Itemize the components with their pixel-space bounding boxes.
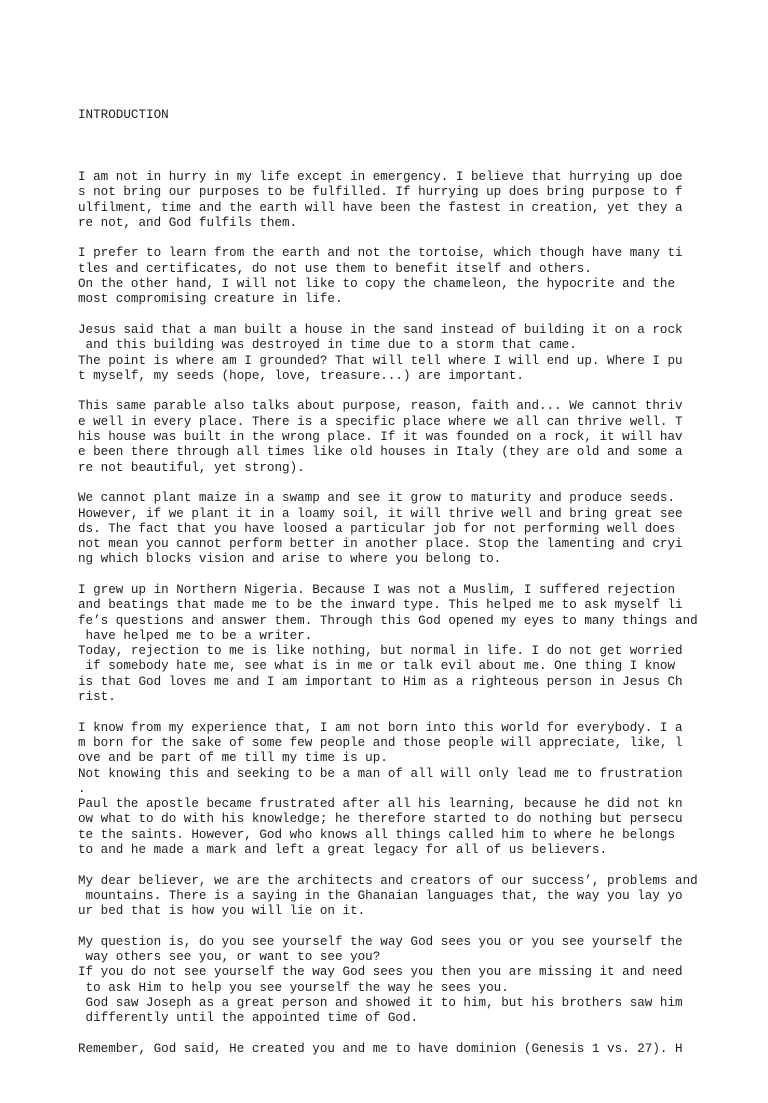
text-line: On the other hand, I will not like to copy the chameleon, the hypocrite and the (78, 277, 676, 292)
text-line: We cannot plant maize in a swamp and see it grow to maturity and produce seeds. (78, 491, 676, 506)
document-heading: INTRODUCTION (78, 107, 169, 122)
text-line: fe’s questions and answer them. Through this God opened my eyes to many things and (78, 613, 698, 628)
text-line: I know from my experience that, I am not born into this world for everybody. I a (78, 720, 683, 735)
text-line: t myself, my seeds (hope, love, treasure...) are important. (78, 368, 524, 383)
text-line: . (78, 781, 86, 796)
text-line: ng which blocks vision and arise to where you belong to. (78, 552, 502, 567)
text-line: to ask Him to help you see yourself the way he sees you. (78, 980, 509, 995)
text-line: m born for the sake of some few people and those people will appreciate, like, l (78, 735, 683, 750)
text-line: and beatings that made me to be the inward type. This helped me to ask myself li (78, 598, 683, 613)
text-line: ove and be part of me till my time is up. (78, 751, 388, 766)
text-line: If you do not see yourself the way God sees you then you are missing it and need (78, 965, 683, 980)
text-line: tles and certificates, do not use them to benefit itself and others. (78, 261, 592, 276)
text-line: if somebody hate me, see what is in me or talk evil about me. One thing I know (78, 659, 676, 674)
text-line: mountains. There is a saying in the Ghanaian languages that, the way you lay yo (78, 888, 683, 903)
text-line: My question is, do you see yourself the way God sees you or you see yourself the (78, 934, 683, 949)
paragraph (78, 246, 768, 307)
text-line: and this building was destroyed in time due to a storm that came. (78, 338, 577, 353)
text-line: However, if we plant it in a loamy soil, it will thrive well and bring great see (78, 506, 683, 521)
text-line: I grew up in Northern Nigeria. Because I was not a Muslim, I suffered rejection (78, 583, 676, 597)
text-line: to and he made a mark and left a great legacy for all of us believers. (78, 843, 608, 858)
text-line: Paul the apostle became frustrated after all his learning, because he did not kn (78, 797, 683, 812)
text-line: God saw Joseph as a great person and showed it to him, but his brothers saw him (78, 996, 683, 1011)
text-line: not mean you cannot perform better in another place. Stop the lamenting and cryi (78, 537, 683, 552)
text-line: Today, rejection to me is like nothing, but normal in life. I do not get worried (78, 644, 683, 659)
text-line: ur bed that is how you will lie on it. (78, 904, 366, 919)
text-line: ds. The fact that you have loosed a particular job for not performing well does (78, 521, 676, 536)
text-line: most compromising creature in life. (78, 292, 343, 307)
text-line: his house was built in the wrong place. If it was founded on a rock, it will hav (78, 430, 683, 445)
text-line: ulfilment, time and the earth will have been the fastest in creation, yet they a (78, 200, 683, 215)
paragraph-list (78, 170, 768, 1057)
text-line: s not bring our purposes to be fulfilled. If hurrying up does bring purpose to f (78, 185, 683, 200)
paragraph (78, 874, 768, 920)
paragraph (78, 170, 768, 231)
text-line: way others see you, or want to see you? (78, 950, 381, 965)
text-line: is that God loves me and I am important to Him as a righteous person in Jesus Ch (78, 674, 683, 689)
text-line: Jesus said that a man built a house in the sand instead of building it on a rock (78, 322, 683, 337)
text-line: I am not in hurry in my life except in emergency. I believe that hurrying up doe (78, 169, 683, 184)
text-line: re not beautiful, yet strong). (78, 460, 305, 475)
text-line: Not knowing this and seeking to be a man of all will only lead me to frustration (78, 766, 683, 781)
text-line: have helped me to be a writer. (78, 628, 313, 643)
text-line: Remember, God said, He created you and me to have dominion (Genesis 1 vs. 27). H (78, 1041, 683, 1056)
text-line: My dear believer, we are the architects and creators of our success’, problems and (78, 873, 698, 888)
paragraph (78, 1042, 768, 1057)
paragraph (78, 935, 768, 1027)
paragraph (78, 721, 768, 859)
document-body (78, 77, 768, 1103)
text-line: e well in every place. There is a specific place where we all can thrive well. T (78, 414, 683, 429)
text-line: e been there through all times like old houses in Italy (they are old and some a (78, 445, 683, 460)
text-line: rist. (78, 690, 116, 705)
text-line: I prefer to learn from the earth and not the tortoise, which though have many ti (78, 246, 683, 261)
paragraph (78, 583, 768, 705)
paragraph (78, 323, 768, 384)
paragraph (78, 491, 768, 567)
text-line: te the saints. However, God who knows all things called him to where he belongs (78, 827, 676, 842)
paragraph (78, 399, 768, 475)
text-line: The point is where am I grounded? That will tell where I will end up. Where I pu (78, 353, 683, 368)
text-line: ow what to do with his knowledge; he therefore started to do nothing but persecu (78, 812, 683, 827)
text-line: re not, and God fulfils them. (78, 215, 298, 230)
text-line: differently until the appointed time of God. (78, 1011, 419, 1026)
text-line: This same parable also talks about purpose, reason, faith and... We cannot thriv (78, 399, 683, 414)
